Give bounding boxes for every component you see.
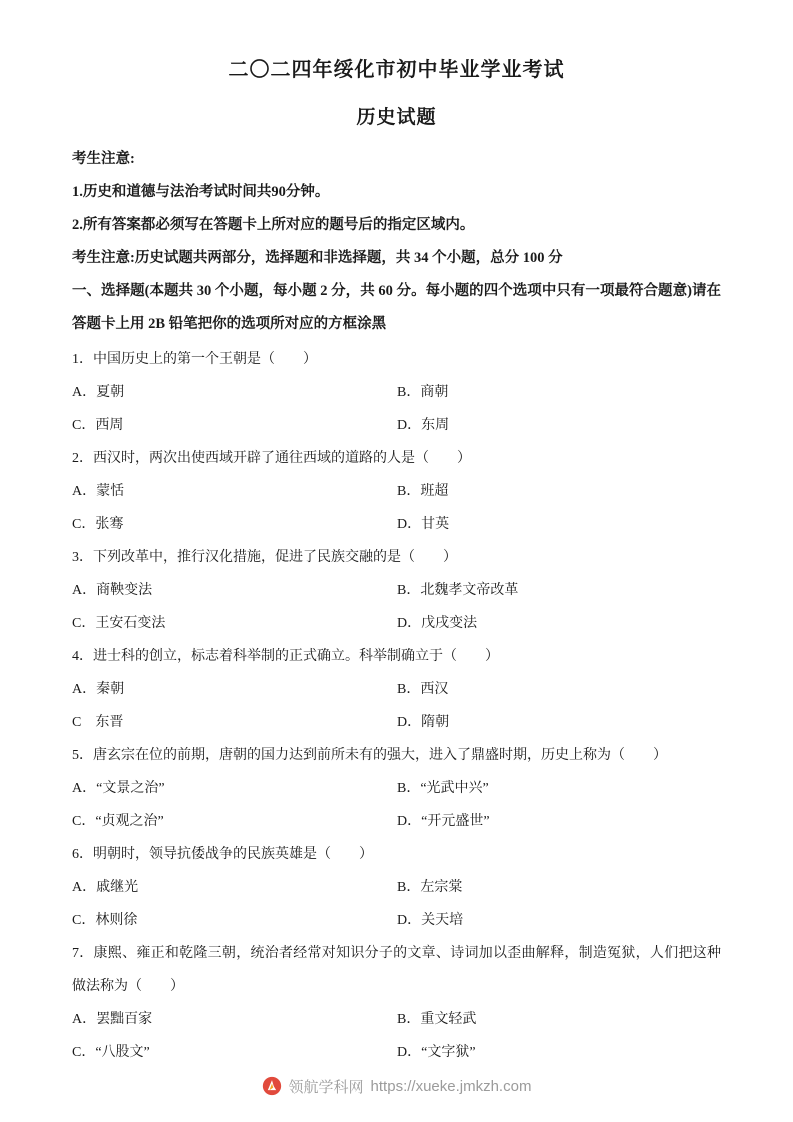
option-B: B．“光武中兴” <box>397 781 489 796</box>
question-stem: 1．中国历史上的第一个王朝是（ ） <box>72 352 317 367</box>
question-stem: 5．唐玄宗在位的前期，唐朝的国力达到前所未有的强大，进入了鼎盛时期，历史上称为（ ） <box>72 748 667 763</box>
notice-line: 考生注意: <box>72 151 135 167</box>
option-B: B．商朝 <box>397 385 449 400</box>
section-instructions: 一、选择题(本题共 30 个小题，每小题 2 分，共 60 分。每小题的四个选项中只有一项最符合题意)请在答题卡上用 2B 铅笔把你的选项所对应的方框涂黑 <box>72 283 721 332</box>
option-A: A．罢黜百家 <box>72 1012 153 1027</box>
option-C: C．“贞观之治” <box>72 814 164 829</box>
question-stem: 4．进士科的创立，标志着科举制的正式确立。科举制确立于（ ） <box>72 649 499 664</box>
question-item <box>72 442 721 541</box>
page-footer <box>0 1076 793 1101</box>
question-options <box>72 475 721 541</box>
option-D: D．甘英 <box>397 517 450 532</box>
question-item <box>72 343 721 442</box>
option-C: C．王安石变法 <box>72 616 166 631</box>
question-item <box>72 838 721 937</box>
notice-line: 1.历史和道德与法治考试时间共90分钟。 <box>72 184 330 200</box>
question-item <box>72 541 721 640</box>
question-stem: 2．西汉时，两次出使西域开辟了通往西域的道路的人是（ ） <box>72 451 471 466</box>
option-B: B．重文轻武 <box>397 1012 477 1027</box>
option-A: A．商鞅变法 <box>72 583 153 598</box>
notice-line: 考生注意:历史试题共两部分，选择题和非选择题，共 34 个小题，总分 100 分 <box>72 250 563 266</box>
exam-title: 二〇二四年绥化市初中毕业学业考试 <box>228 59 565 81</box>
option-D: D．“开元盛世” <box>397 814 490 829</box>
question-options <box>72 772 721 838</box>
question-options <box>72 871 721 937</box>
option-A: A．戚继光 <box>72 880 139 895</box>
question-options <box>72 673 721 739</box>
question-options <box>72 376 721 442</box>
question-options <box>72 574 721 640</box>
question-stem: 7．康熙、雍正和乾隆三朝，统治者经常对知识分子的文章、诗词加以歪曲解释，制造冤狱，人们把这种做法称为（ ） <box>72 946 721 994</box>
notice-line: 2.所有答案都必须写在答题卡上所对应的题号后的指定区域内。 <box>72 217 475 233</box>
footer-site-name: 领航学科网 <box>288 1078 364 1096</box>
question-stem: 3．下列改革中，推行汉化措施，促进了民族交融的是（ ） <box>72 550 457 565</box>
footer-url-link[interactable]: https://xueke.jmkzh.com <box>370 1077 532 1095</box>
option-A: A．“文景之治” <box>72 781 165 796</box>
option-D: D．戊戌变法 <box>397 616 478 631</box>
exam-subtitle: 历史试题 <box>356 107 437 128</box>
option-C: C．林则徐 <box>72 913 138 928</box>
question-options <box>72 1003 721 1069</box>
question-item <box>72 640 721 739</box>
site-logo-icon <box>262 1076 282 1096</box>
option-B: B．左宗棠 <box>397 880 463 895</box>
option-D: D．“文字狱” <box>397 1045 476 1060</box>
option-B: B．北魏孝文帝改革 <box>397 583 519 598</box>
option-D: D．隋朝 <box>397 715 450 730</box>
option-D: D．关天培 <box>397 913 464 928</box>
option-A: A．夏朝 <box>72 385 125 400</box>
question-item <box>72 739 721 838</box>
option-A: A．秦朝 <box>72 682 125 697</box>
option-C: C 东晋 <box>72 715 124 730</box>
option-B: B．班超 <box>397 484 449 499</box>
option-C: C．张骞 <box>72 517 124 532</box>
option-A: A．蒙恬 <box>72 484 125 499</box>
notice-section <box>72 143 721 341</box>
question-stem: 6．明朝时，领导抗倭战争的民族英雄是（ ） <box>72 847 373 862</box>
questions <box>72 343 721 1069</box>
option-C: C．西周 <box>72 418 124 433</box>
option-C: C．“八股文” <box>72 1045 150 1060</box>
question-item <box>72 937 721 1069</box>
option-D: D．东周 <box>397 418 450 433</box>
option-B: B．西汉 <box>397 682 449 697</box>
